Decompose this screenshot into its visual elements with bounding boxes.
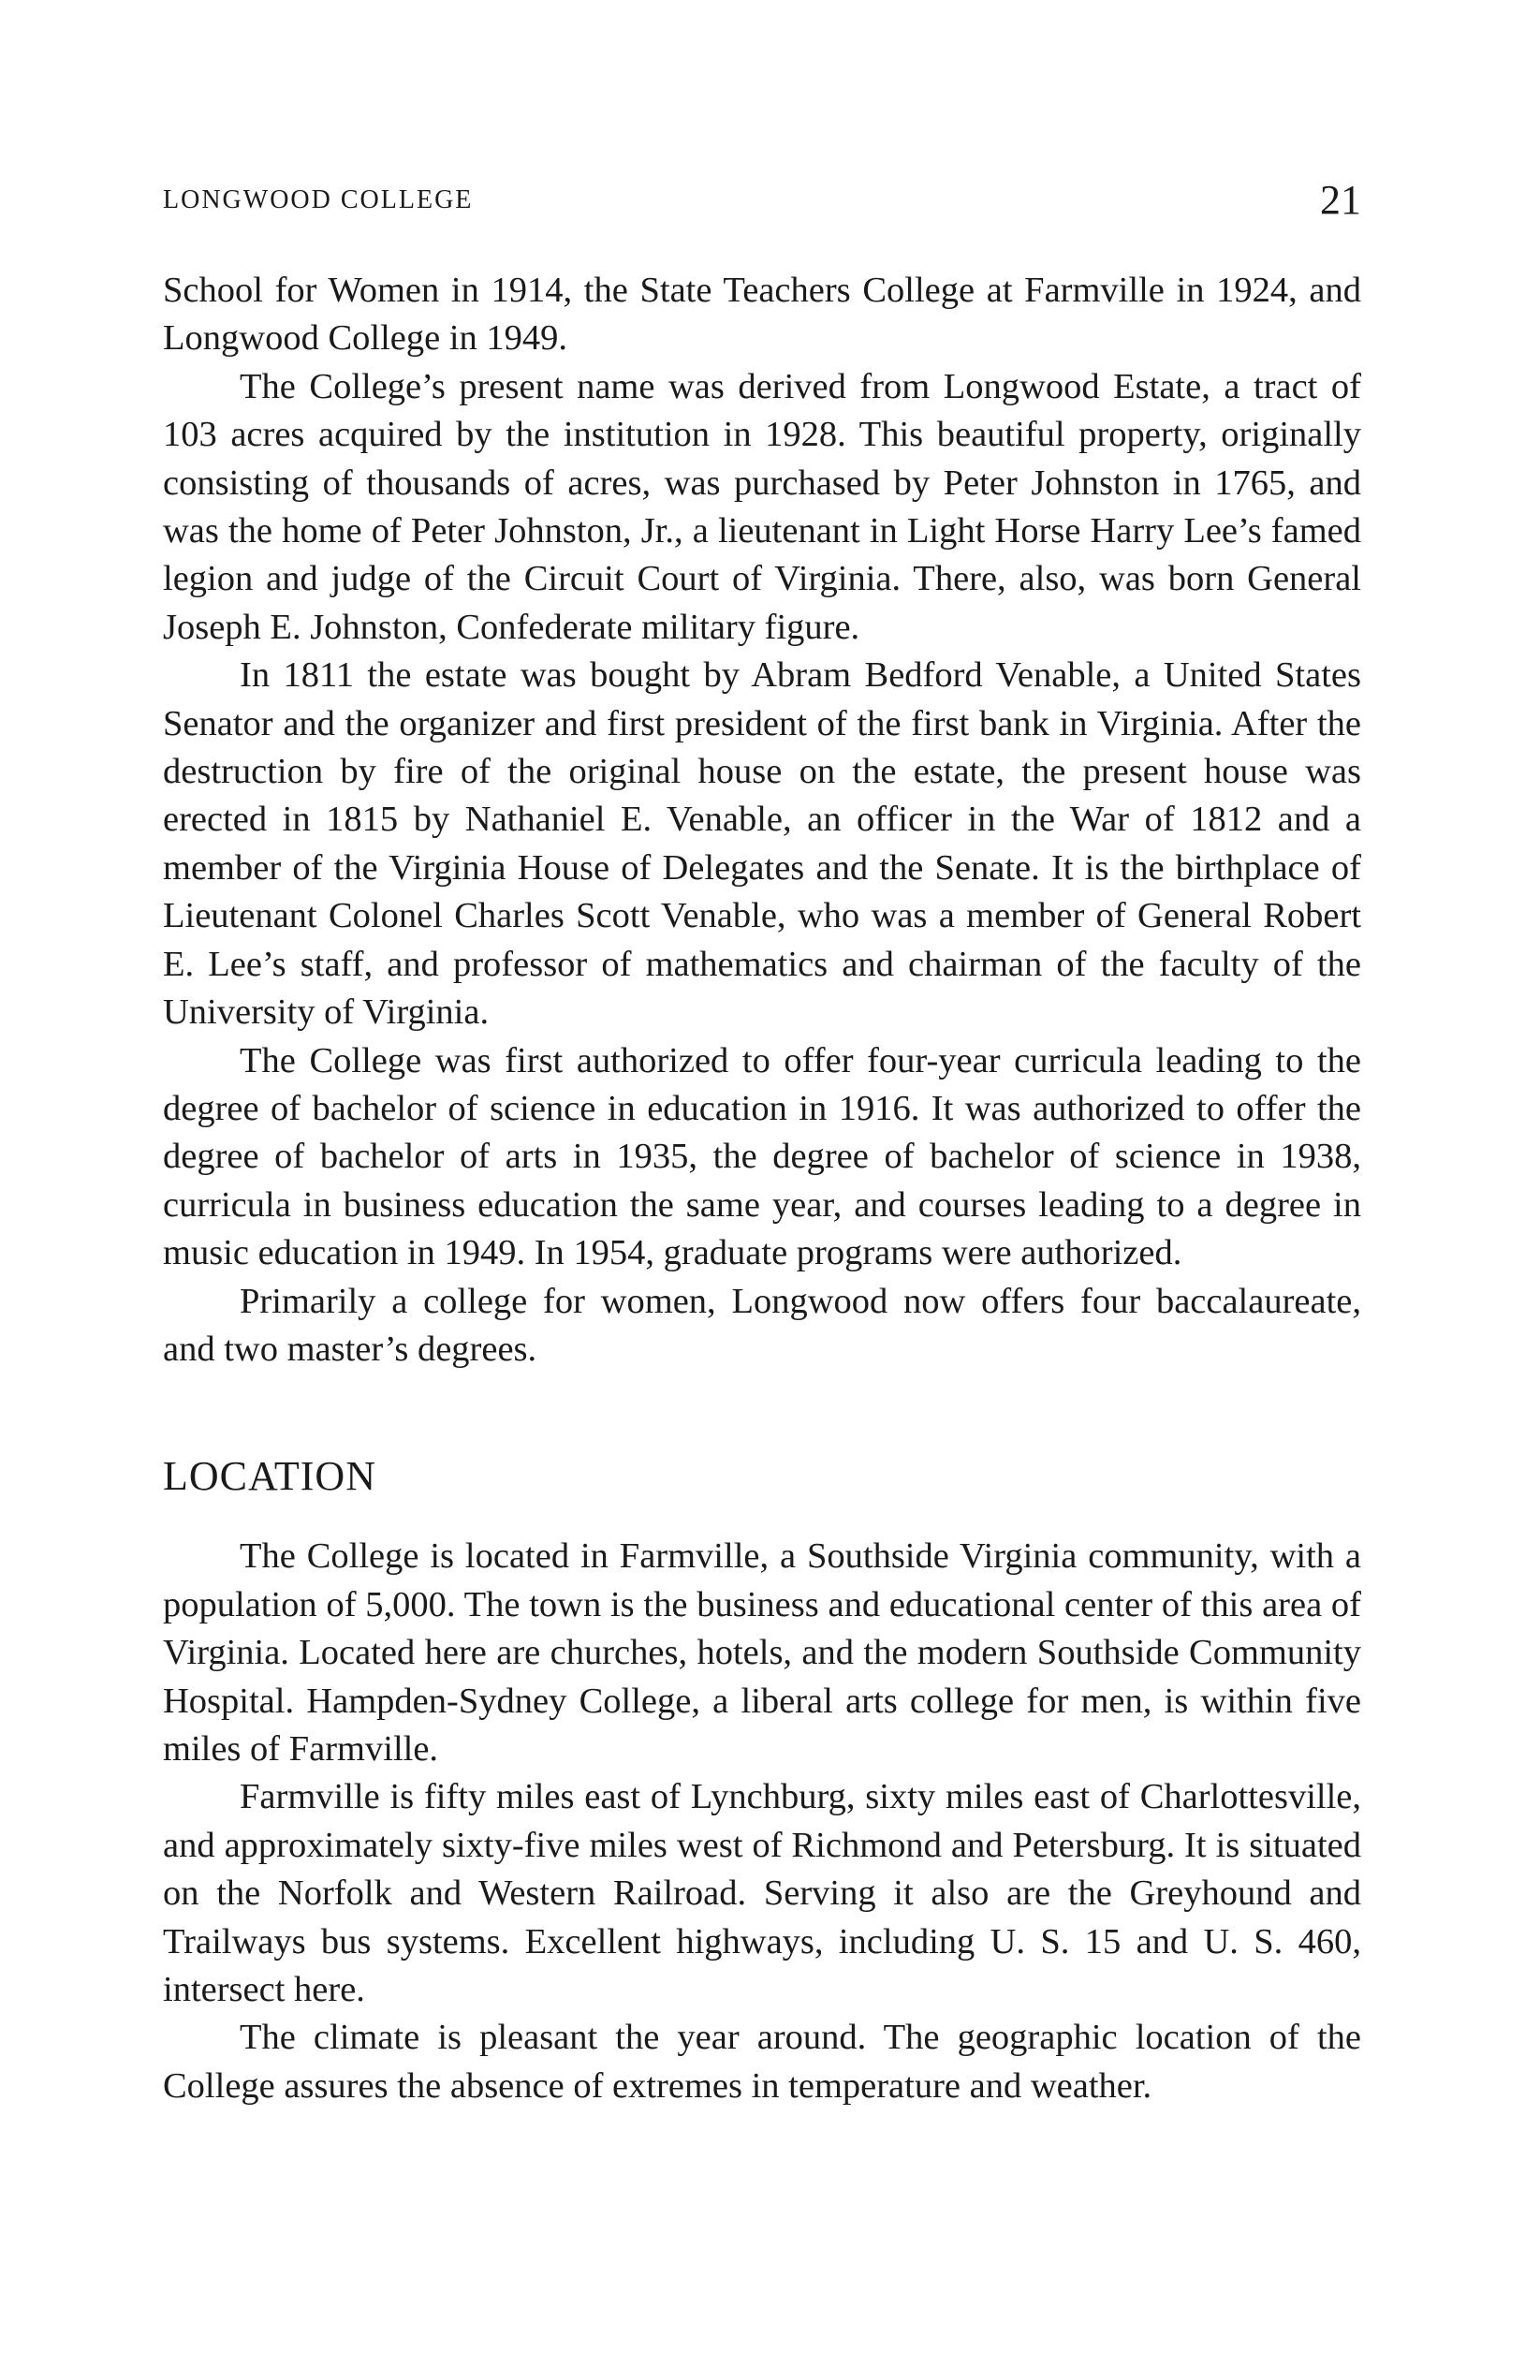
history-paragraph: School for Women in 1914, the State Teachers College at Farmville in 1924, and Longwood College in 1949. (163, 271, 1361, 359)
page-number: 21 (1320, 177, 1361, 223)
section-heading-location: LOCATION (163, 1453, 376, 1500)
location-paragraph: Farmville is fifty miles east of Lynchburg, sixty miles east of Charlottesville, and approximately sixty-five miles west of Richmond and Petersburg. It is situated on the Norfolk and Western Railroad. Serving it also are the Greyhound and Trailways bus systems. Excellent highways, including U. S. 15 and U. S. 460, intersect here. (163, 1777, 1361, 2009)
page-header (163, 177, 1361, 242)
running-head: LONGWOOD COLLEGE (163, 185, 474, 214)
body-text (163, 267, 1361, 2110)
history-paragraph: In 1811 the estate was bought by Abram Bedford Venable, a United States Senator and the organizer and first president of the first bank in Virginia. After the destruction by fire of the original house on the estate, the present house was erected in 1815 by Nathaniel E. Venable, an officer in the War of 1812 and a member of the Virginia House of Delegates and the Senate. It is the birthplace of Lieutenant Colonel Charles Scott Venable, who was a member of General Robert E. Lee’s staff, and professor of mathematics and chairman of the faculty of the University of Virginia. (163, 655, 1361, 1033)
history-paragraph: The College’s present name was derived from Longwood Estate, a tract of 103 acres acquired by the institution in 1928. This beautiful property, originally consisting of thousands of acres, was purchased by Peter Johnston in 1765, and was the home of Peter Johnston, Jr., a lieutenant in Light Horse Harry Lee’s famed legion and judge of the Circuit Court of Virginia. There, also, was born General Joseph E. Johnston, Confederate military figure. (163, 366, 1361, 647)
history-paragraph: The College was first authorized to offer four-year curricula leading to the degree of bachelor of science in education in 1916. It was authorized to offer the degree of bachelor of arts in 1935, the degree of bachelor of science in 1938, curricula in business education the same year, and courses leading to a degree in music education in 1949. In 1954, graduate programs were authorized. (163, 1040, 1361, 1273)
history-paragraph: Primarily a college for women, Longwood now offers four baccalaureate, and two master’s degrees. (163, 1281, 1361, 1369)
location-paragraph: The College is located in Farmville, a Southside Virginia community, with a population of 5,000. The town is the business and educational center of this area of Virginia. Located here are churches, hotels, and the modern Southside Community Hospital. Hampden-Sydney College, a liberal arts college for men, is within five miles of Farmville. (163, 1536, 1361, 1769)
location-paragraph: The climate is pleasant the year around. The geographic location of the College assures the absence of extremes in temperature and weather. (163, 2018, 1361, 2106)
